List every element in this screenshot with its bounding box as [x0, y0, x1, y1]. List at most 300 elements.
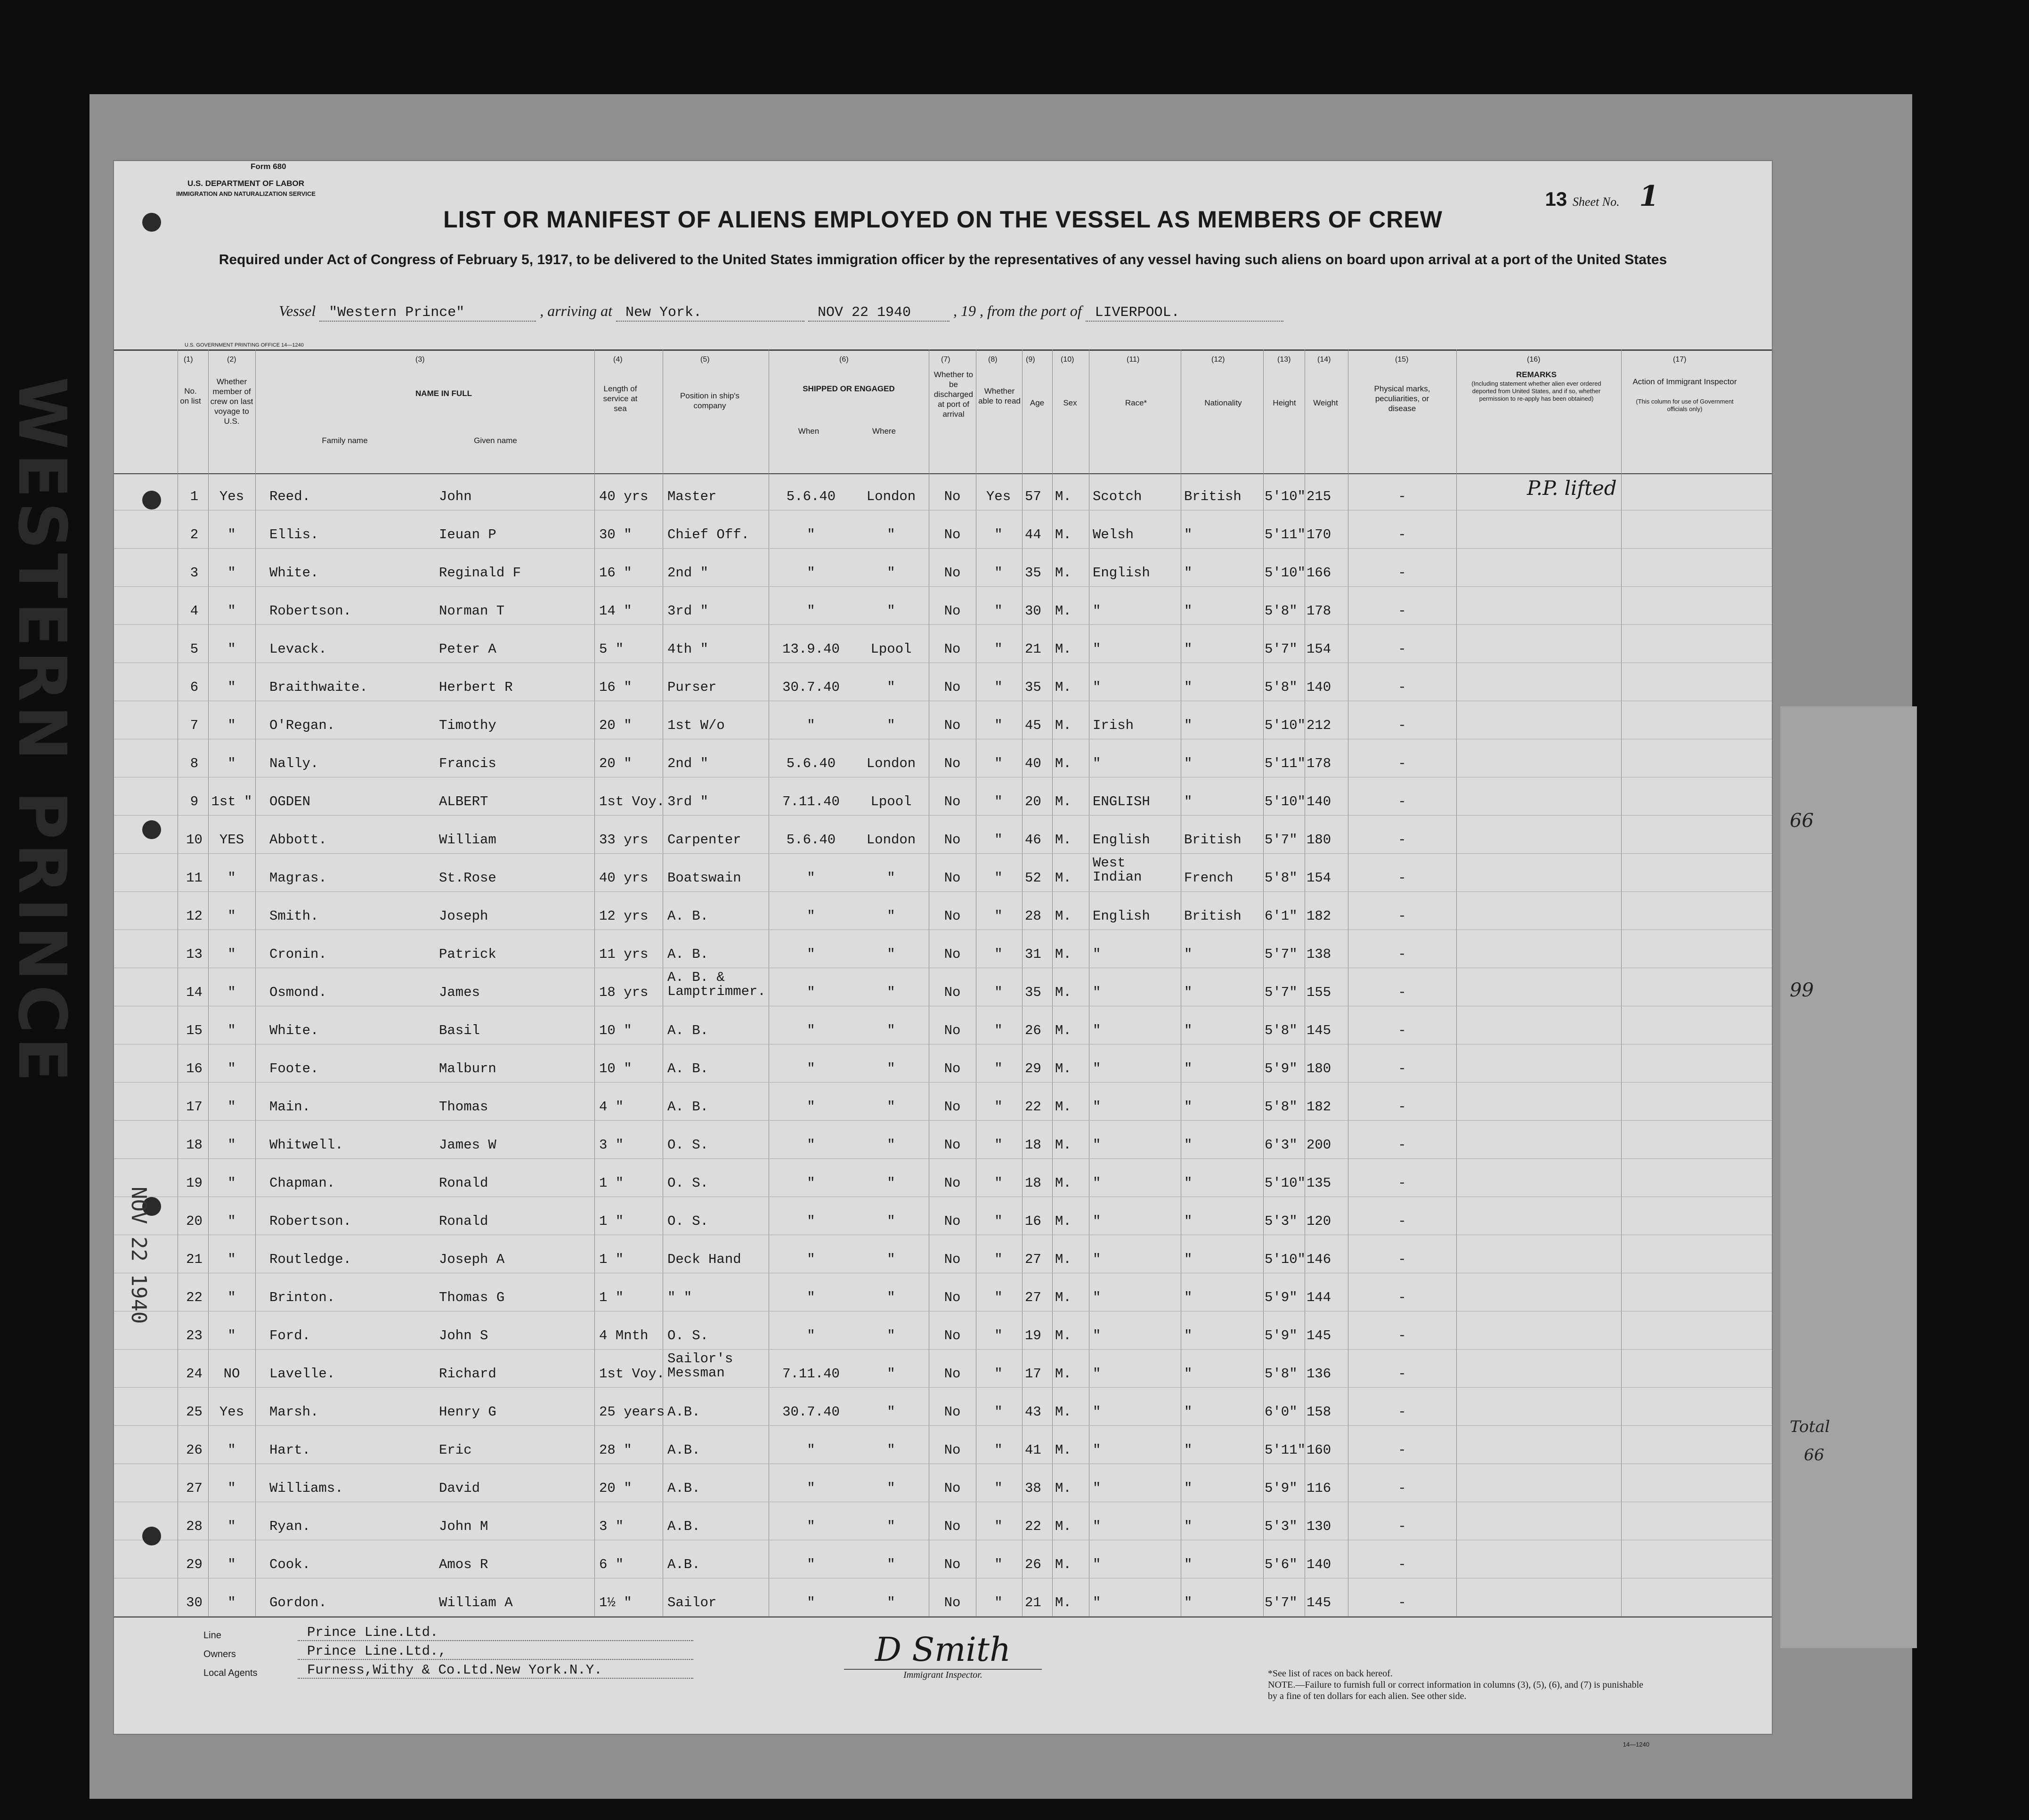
- crew-row: [114, 1158, 1772, 1197]
- row-service: 1st Voy.: [599, 794, 665, 809]
- page-subtitle: Required under Act of Congress of February 5, 1917, to be delivered to the United States immigration officer by the representatives of any vessel having such aliens on board upon arrival at a port of the United States: [219, 252, 1667, 267]
- row-given-name: Norman T: [439, 603, 505, 619]
- row-weight: 155: [1307, 985, 1331, 1000]
- row-where: ": [887, 1290, 895, 1305]
- row-where: ": [887, 1213, 895, 1229]
- year-label: , 19: [953, 302, 976, 319]
- row-nationality: ": [1184, 1290, 1193, 1305]
- row-sex: M.: [1055, 985, 1071, 1000]
- row-service: 20 ": [599, 1480, 632, 1496]
- row-given-name: Timothy: [439, 718, 496, 733]
- row-when: ": [807, 1252, 815, 1267]
- row-able-to-read: ": [994, 1175, 1003, 1191]
- row-weight: 130: [1307, 1519, 1331, 1534]
- row-nationality: ": [1184, 985, 1193, 1000]
- row-nationality: ": [1184, 1061, 1193, 1076]
- row-when: ": [807, 1099, 815, 1115]
- row-age: 27: [1025, 1290, 1041, 1305]
- row-given-name: Joseph A: [439, 1252, 505, 1267]
- colhead-action: Action of Immigrant Inspector: [1632, 377, 1737, 386]
- row-weight: 180: [1307, 1061, 1331, 1076]
- row-nationality: ": [1184, 1442, 1193, 1458]
- row-nationality: ": [1184, 603, 1193, 619]
- row-no: 16: [186, 1061, 203, 1076]
- row-age: 43: [1025, 1404, 1041, 1420]
- row-race: ENGLISH: [1093, 794, 1150, 809]
- row-family-name: Abbott.: [269, 832, 327, 848]
- row-where: London: [866, 756, 916, 771]
- row-physical: -: [1398, 908, 1406, 924]
- colhead-age: Age: [1030, 398, 1045, 407]
- row-where: ": [887, 1595, 895, 1610]
- row-discharged: No: [944, 1480, 961, 1496]
- colhead-weight: Weight: [1313, 398, 1338, 407]
- row-service: 14 ": [599, 603, 632, 619]
- row-physical: -: [1398, 718, 1406, 733]
- row-service: 3 ": [599, 1519, 624, 1534]
- row-service: 3 ": [599, 1137, 624, 1153]
- row-weight: 144: [1307, 1290, 1331, 1305]
- row-last-voyage: ": [227, 1252, 236, 1267]
- date-stamp: NOV 22 1940: [127, 1187, 151, 1324]
- row-weight: 158: [1307, 1404, 1331, 1420]
- row-physical: -: [1398, 1366, 1406, 1382]
- colhead-no: No. on list: [180, 387, 201, 405]
- row-sex: M.: [1055, 1328, 1071, 1343]
- row-physical: -: [1398, 1404, 1406, 1420]
- row-no: 10: [186, 832, 203, 848]
- colhead-given: Given name: [474, 436, 517, 445]
- row-service: 5 ": [599, 641, 624, 657]
- row-position: 2nd ": [667, 756, 709, 771]
- row-when: 5.6.40: [786, 756, 836, 771]
- row-race: Welsh: [1093, 527, 1134, 542]
- dept-label: U.S. DEPARTMENT OF LABOR: [187, 179, 305, 188]
- row-when: ": [807, 1137, 815, 1153]
- row-last-voyage: YES: [219, 832, 244, 848]
- row-weight: 140: [1307, 1557, 1331, 1572]
- row-when: ": [807, 908, 815, 924]
- row-given-name: Ronald: [439, 1213, 488, 1229]
- row-service: 16 ": [599, 679, 632, 695]
- row-discharged: No: [944, 603, 961, 619]
- row-discharged: No: [944, 1442, 961, 1458]
- row-no: 23: [186, 1328, 203, 1343]
- row-given-name: Ronald: [439, 1175, 488, 1191]
- row-age: 29: [1025, 1061, 1041, 1076]
- footer-agents-row: [203, 1662, 722, 1687]
- row-sex: M.: [1055, 1061, 1071, 1076]
- row-service: 20 ": [599, 756, 632, 771]
- row-no: 13: [186, 946, 203, 962]
- inspector-signature-block: [844, 1630, 1042, 1681]
- owners-value: Prince Line.Ltd.,: [298, 1643, 693, 1660]
- colhead-service: Length of service at sea: [603, 384, 638, 413]
- row-discharged: No: [944, 1595, 961, 1610]
- crew-row: [114, 1464, 1772, 1502]
- row-position: A.B.: [667, 1404, 700, 1420]
- row-no: 28: [186, 1519, 203, 1534]
- row-family-name: Brinton.: [269, 1290, 335, 1305]
- colnum-11: (11): [1127, 356, 1140, 364]
- row-sex: M.: [1055, 718, 1071, 733]
- row-discharged: No: [944, 718, 961, 733]
- row-nationality: ": [1184, 1519, 1193, 1534]
- row-height: 5'8": [1265, 1099, 1298, 1115]
- row-position: A. B.: [667, 1061, 709, 1076]
- row-age: 30: [1025, 603, 1041, 619]
- row-weight: 145: [1307, 1328, 1331, 1343]
- row-nationality: ": [1184, 1099, 1193, 1115]
- crew-row: [114, 1235, 1772, 1273]
- colnum-15: (15): [1395, 356, 1409, 364]
- row-race: English: [1093, 565, 1150, 581]
- row-sex: M.: [1055, 1213, 1071, 1229]
- row-family-name: Ryan.: [269, 1519, 311, 1534]
- crew-row: [114, 1044, 1772, 1083]
- row-no: 30: [186, 1595, 203, 1610]
- row-position: A.B.: [667, 1557, 700, 1572]
- row-last-voyage: ": [227, 718, 236, 733]
- penalty-note: NOTE.—Failure to furnish full or correct information in columns (3), (5), (6), and (7) is punishable by a fine of ten dollars for each alien. See other side.: [1268, 1680, 1644, 1701]
- row-nationality: ": [1184, 1404, 1193, 1420]
- colnum-2: (2): [227, 356, 236, 364]
- row-nationality: ": [1184, 679, 1193, 695]
- row-family-name: Whitwell.: [269, 1137, 343, 1153]
- row-physical: -: [1398, 1442, 1406, 1458]
- row-position: O. S.: [667, 1213, 709, 1229]
- row-family-name: Chapman.: [269, 1175, 335, 1191]
- row-position: A. B.: [667, 946, 709, 962]
- row-height: 6'0": [1265, 1404, 1298, 1420]
- row-no: 27: [186, 1480, 203, 1496]
- row-where: London: [866, 489, 916, 504]
- row-discharged: No: [944, 1061, 961, 1076]
- row-able-to-read: ": [994, 985, 1003, 1000]
- row-age: 40: [1025, 756, 1041, 771]
- row-position: A.B.: [667, 1480, 700, 1496]
- row-given-name: David: [439, 1480, 480, 1496]
- row-discharged: No: [944, 489, 961, 504]
- row-age: 46: [1025, 832, 1041, 848]
- vessel-name: "Western Prince": [319, 305, 536, 322]
- row-family-name: OGDEN: [269, 794, 311, 809]
- inspector-label: Immigrant Inspector.: [903, 1670, 982, 1680]
- row-last-voyage: ": [227, 870, 236, 886]
- crew-row: [114, 663, 1772, 701]
- row-where: ": [887, 527, 895, 542]
- row-physical: -: [1398, 1137, 1406, 1153]
- row-nationality: ": [1184, 1480, 1193, 1496]
- colhead-discharged: Whether to be discharged at port of arrival: [933, 370, 974, 419]
- row-last-voyage: ": [227, 603, 236, 619]
- row-no: 22: [186, 1290, 203, 1305]
- row-service: 1 ": [599, 1175, 624, 1191]
- row-no: 17: [186, 1099, 203, 1115]
- colhead-action-note: (This column for use of Government officials only): [1636, 398, 1734, 413]
- row-service: 6 ": [599, 1557, 624, 1572]
- row-physical: -: [1398, 946, 1406, 962]
- row-nationality: British: [1184, 832, 1242, 848]
- vessel-name-stamp-text: WESTERN PRINCE: [3, 377, 80, 1086]
- colnum-16: (16): [1527, 356, 1541, 364]
- row-family-name: Hart.: [269, 1442, 311, 1458]
- side-total-label: Total: [1790, 1417, 1830, 1436]
- row-weight: 138: [1307, 946, 1331, 962]
- row-where: ": [887, 1252, 895, 1267]
- agents-value: Furness,Withy & Co.Ltd.New York.N.Y.: [298, 1662, 693, 1679]
- row-service: 28 ": [599, 1442, 632, 1458]
- row-age: 35: [1025, 565, 1041, 581]
- row-physical: -: [1398, 1252, 1406, 1267]
- row-last-voyage: ": [227, 1061, 236, 1076]
- row-family-name: Braithwaite.: [269, 679, 368, 695]
- row-where: ": [887, 1366, 895, 1382]
- row-physical: -: [1398, 679, 1406, 695]
- row-given-name: Thomas: [439, 1099, 488, 1115]
- row-when: ": [807, 1023, 815, 1038]
- row-race: English: [1093, 908, 1150, 924]
- row-weight: 140: [1307, 794, 1331, 809]
- row-position: Chief Off.: [667, 527, 750, 542]
- row-able-to-read: ": [994, 832, 1003, 848]
- colhead-where: Where: [872, 427, 896, 436]
- row-sex: M.: [1055, 489, 1071, 504]
- row-where: ": [887, 985, 895, 1000]
- row-nationality: ": [1184, 1137, 1193, 1153]
- row-age: 20: [1025, 794, 1041, 809]
- row-physical: -: [1398, 1519, 1406, 1534]
- row-last-voyage: ": [227, 1099, 236, 1115]
- row-where: Lpool: [870, 641, 912, 657]
- crew-row: [114, 701, 1772, 739]
- row-service: 4 ": [599, 1099, 624, 1115]
- row-weight: 154: [1307, 870, 1331, 886]
- row-physical: -: [1398, 1595, 1406, 1610]
- row-race: ": [1093, 1595, 1101, 1610]
- row-position: Deck Hand: [667, 1252, 741, 1267]
- row-sex: M.: [1055, 603, 1071, 619]
- row-weight: 140: [1307, 679, 1331, 695]
- row-discharged: No: [944, 1519, 961, 1534]
- row-physical: -: [1398, 1099, 1406, 1115]
- crew-row: [114, 1120, 1772, 1159]
- row-service: 20 ": [599, 718, 632, 733]
- row-where: ": [887, 679, 895, 695]
- row-sex: M.: [1055, 908, 1071, 924]
- crew-row: [114, 1578, 1772, 1617]
- row-physical: -: [1398, 641, 1406, 657]
- row-family-name: Williams.: [269, 1480, 343, 1496]
- row-position: Sailor: [667, 1595, 717, 1610]
- row-service: 1 ": [599, 1252, 624, 1267]
- row-height: 5'7": [1265, 985, 1298, 1000]
- row-position: A.B.: [667, 1442, 700, 1458]
- colnum-8: (8): [988, 356, 998, 364]
- row-height: 5'10": [1265, 489, 1306, 504]
- row-no: 18: [186, 1137, 203, 1153]
- row-where: ": [887, 565, 895, 581]
- colhead-position: Position in ship's company: [680, 391, 740, 410]
- row-race: ": [1093, 1137, 1101, 1153]
- row-when: ": [807, 1595, 815, 1610]
- colhead-sex: Sex: [1063, 398, 1077, 407]
- row-last-voyage: ": [227, 1519, 236, 1534]
- row-position: Boatswain: [667, 870, 741, 886]
- row-service: 10 ": [599, 1061, 632, 1076]
- row-position: A. B.: [667, 908, 709, 924]
- row-age: 16: [1025, 1213, 1041, 1229]
- row-race: ": [1093, 603, 1101, 619]
- row-where: ": [887, 1519, 895, 1534]
- row-race: ": [1093, 1061, 1101, 1076]
- row-no: 9: [190, 794, 199, 809]
- row-family-name: Main.: [269, 1099, 311, 1115]
- remark-pp-lifted: P.P. lifted: [1527, 477, 1617, 500]
- row-able-to-read: ": [994, 794, 1003, 809]
- row-race: ": [1093, 1404, 1101, 1420]
- row-height: 5'3": [1265, 1213, 1298, 1229]
- row-able-to-read: ": [994, 603, 1003, 619]
- crew-row: [114, 815, 1772, 854]
- crew-row: [114, 1502, 1772, 1540]
- row-last-voyage: ": [227, 1290, 236, 1305]
- row-last-voyage: ": [227, 1023, 236, 1038]
- row-able-to-read: ": [994, 527, 1003, 542]
- row-nationality: ": [1184, 527, 1193, 542]
- row-able-to-read: ": [994, 870, 1003, 886]
- row-where: ": [887, 1442, 895, 1458]
- row-nationality: ": [1184, 794, 1193, 809]
- row-age: 21: [1025, 1595, 1041, 1610]
- row-able-to-read: ": [994, 1366, 1003, 1382]
- row-nationality: British: [1184, 908, 1242, 924]
- crew-row: [114, 1425, 1772, 1464]
- row-weight: 178: [1307, 756, 1331, 771]
- row-age: 45: [1025, 718, 1041, 733]
- row-position: A. B. & Lamptrimmer.: [667, 970, 766, 999]
- row-physical: -: [1398, 1290, 1406, 1305]
- row-age: 31: [1025, 946, 1041, 962]
- row-position: O. S.: [667, 1328, 709, 1343]
- row-sex: M.: [1055, 1290, 1071, 1305]
- row-physical: -: [1398, 870, 1406, 886]
- row-discharged: No: [944, 794, 961, 809]
- row-service: 25 years: [599, 1404, 665, 1420]
- colnum-5: (5): [700, 356, 710, 364]
- row-sex: M.: [1055, 1442, 1071, 1458]
- row-position: 1st W/o: [667, 718, 725, 733]
- crew-row: [114, 510, 1772, 549]
- row-sex: M.: [1055, 1519, 1071, 1534]
- background-sheet-edge: [1780, 706, 1917, 1648]
- row-no: 19: [186, 1175, 203, 1191]
- row-where: ": [887, 1061, 895, 1076]
- row-service: 10 ": [599, 1023, 632, 1038]
- row-age: 57: [1025, 489, 1041, 504]
- row-discharged: No: [944, 641, 961, 657]
- row-race: ": [1093, 756, 1101, 771]
- row-sex: M.: [1055, 946, 1071, 962]
- colhead-when: When: [798, 427, 820, 436]
- row-last-voyage: ": [227, 756, 236, 771]
- arriving-label: , arriving at: [540, 302, 612, 319]
- row-height: 5'11": [1265, 756, 1306, 771]
- binder-hole: [142, 213, 161, 232]
- row-discharged: No: [944, 1366, 961, 1382]
- crew-row: [114, 586, 1772, 625]
- side-mark-a: 66: [1790, 810, 1814, 832]
- row-physical: -: [1398, 1213, 1406, 1229]
- row-given-name: Basil: [439, 1023, 480, 1038]
- row-given-name: James W: [439, 1137, 496, 1153]
- row-discharged: No: [944, 756, 961, 771]
- row-last-voyage: ": [227, 1442, 236, 1458]
- row-position: O. S.: [667, 1137, 709, 1153]
- row-where: ": [887, 718, 895, 733]
- colnum-7: (7): [941, 356, 950, 364]
- row-discharged: No: [944, 1404, 961, 1420]
- row-given-name: Richard: [439, 1366, 496, 1382]
- row-discharged: No: [944, 908, 961, 924]
- row-age: 17: [1025, 1366, 1041, 1382]
- row-position: 4th ": [667, 641, 709, 657]
- binder-hole: [142, 491, 161, 510]
- row-age: 27: [1025, 1252, 1041, 1267]
- crew-row: [114, 739, 1772, 777]
- row-given-name: William A: [439, 1595, 513, 1610]
- row-physical: -: [1398, 832, 1406, 848]
- row-height: 5'11": [1265, 1442, 1306, 1458]
- row-able-to-read: ": [994, 1290, 1003, 1305]
- row-age: 28: [1025, 908, 1041, 924]
- colhead-remarks: REMARKS: [1516, 370, 1557, 379]
- row-given-name: Peter A: [439, 641, 496, 657]
- row-nationality: ": [1184, 1595, 1193, 1610]
- row-last-voyage: ": [227, 641, 236, 657]
- printer-line: U.S. GOVERNMENT PRINTING OFFICE 14—1240: [185, 342, 304, 348]
- row-last-voyage: 1st ": [211, 794, 252, 809]
- row-height: 5'7": [1265, 641, 1298, 657]
- row-position: " ": [667, 1290, 692, 1305]
- row-race: West Indian: [1093, 855, 1142, 885]
- row-no: 29: [186, 1557, 203, 1572]
- row-service: 33 yrs: [599, 832, 649, 848]
- row-physical: -: [1398, 1175, 1406, 1191]
- side-total-value: 66: [1804, 1446, 1825, 1464]
- row-able-to-read: ": [994, 679, 1003, 695]
- row-no: 24: [186, 1366, 203, 1382]
- row-family-name: Marsh.: [269, 1404, 319, 1420]
- row-physical: -: [1398, 489, 1406, 504]
- row-family-name: Gordon.: [269, 1595, 327, 1610]
- row-position: A. B.: [667, 1099, 709, 1115]
- row-age: 26: [1025, 1557, 1041, 1572]
- row-when: ": [807, 1061, 815, 1076]
- row-when: 7.11.40: [782, 1366, 840, 1382]
- colhead-remarks-note: (Including statement whether alien ever ordered deported from United States, and if so, whether permission to re-apply has been obtained): [1471, 380, 1601, 402]
- row-discharged: No: [944, 1137, 961, 1153]
- row-sex: M.: [1055, 1480, 1071, 1496]
- sheet-no-value: 1: [1639, 180, 1659, 213]
- colnum-9: (9): [1026, 356, 1035, 364]
- row-when: 13.9.40: [782, 641, 840, 657]
- row-family-name: Ellis.: [269, 527, 319, 542]
- form-number: Form 680: [251, 162, 286, 171]
- row-when: ": [807, 1442, 815, 1458]
- row-position: Carpenter: [667, 832, 741, 848]
- row-able-to-read: ": [994, 641, 1003, 657]
